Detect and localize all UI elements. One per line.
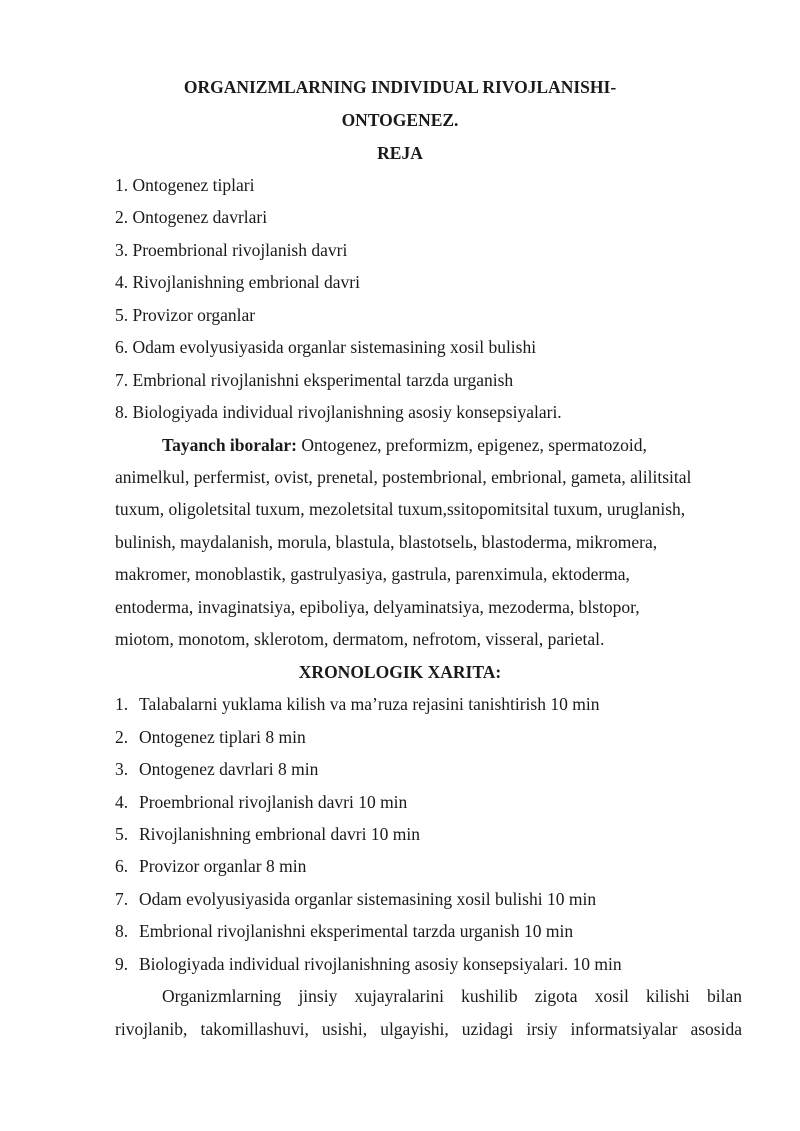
chronology-item-text: Ontogenez davrlari 8 min [139, 759, 319, 779]
plan-item: 8. Biologiyada individual rivojlanishning asosiy konsepsiyalari. [115, 402, 562, 422]
chronology-item-text: Proembrional rivojlanish davri 10 min [139, 792, 408, 812]
chronology-item-number: 3. [115, 759, 129, 779]
plan-heading: REJA [377, 143, 423, 163]
chronology-item-number: 9. [115, 954, 129, 974]
keywords-label: Tayanch iboralar: [162, 435, 297, 455]
keywords-line [162, 435, 647, 455]
document-title-line-2: ONTOGENEZ. [341, 110, 459, 130]
chronology-item-number: 2. [115, 727, 129, 747]
body-line: Organizmlarning jinsiy xujayralarini kushilib zigota xosil kilishi bilan [162, 986, 742, 1006]
chronology-item-number: 5. [115, 824, 129, 844]
keywords-line: bulinish, maydalanish, morula, blastula, blastotselь, blastoderma, mikromera, [115, 532, 658, 552]
keywords-line: miotom, monotom, sklerotom, dermatom, nefrotom, visseral, parietal. [115, 629, 605, 649]
keywords-line: tuxum, oligoletsital tuxum, mezoletsital tuxum,ssitopomitsital tuxum, uruglanish, [115, 499, 686, 519]
chronology-item-number: 4. [115, 792, 129, 812]
keywords-line: makromer, monoblastik, gastrulyasiya, gastrula, parenximula, ektoderma, [115, 564, 630, 584]
keywords-text: Ontogenez, preformizm, epigenez, spermatozoid, [297, 435, 647, 455]
plan-item: 6. Odam evolyusiyasida organlar sistemasining xosil bulishi [115, 337, 537, 357]
chronology-item-text: Ontogenez tiplari 8 min [139, 727, 306, 747]
chronology-item-text: Odam evolyusiyasida organlar sistemasining xosil bulishi 10 min [139, 889, 597, 909]
chronology-item-number: 1. [115, 694, 129, 714]
chronology-item [115, 759, 318, 779]
chronology-item-text: Rivojlanishning embrional davri 10 min [139, 824, 420, 844]
chronology-item [115, 954, 622, 974]
chronology-item [115, 727, 306, 747]
chronology-heading: XRONOLOGIK XARITA: [298, 662, 502, 682]
body-line: rivojlanib, takomillashuvi, usishi, ulgayishi, uzidagi irsiy informatsiyalar asosida [115, 1019, 742, 1039]
plan-item: 2. Ontogenez davrlari [115, 207, 268, 227]
chronology-item-text: Biologiyada individual rivojlanishning asosiy konsepsiyalari. 10 min [139, 954, 622, 974]
plan-item: 4. Rivojlanishning embrional davri [115, 272, 360, 292]
chronology-item [115, 856, 306, 876]
chronology-item-number: 8. [115, 921, 129, 941]
chronology-item-number: 7. [115, 889, 129, 909]
chronology-item [115, 889, 596, 909]
plan-item: 5. Provizor organlar [115, 305, 256, 325]
keywords-line: animelkul, perfermist, ovist, prenetal, postembrional, embrional, gameta, alilitsital [115, 467, 692, 487]
chronology-item-text: Provizor organlar 8 min [139, 856, 307, 876]
keywords-line: entoderma, invaginatsiya, epiboliya, delyaminatsiya, mezoderma, blstopor, [115, 597, 640, 617]
chronology-item [115, 921, 573, 941]
plan-item: 3. Proembrional rivojlanish davri [115, 240, 348, 260]
chronology-item-text: Talabalarni yuklama kilish va ma’ruza rejasini tanishtirish 10 min [139, 694, 600, 714]
chronology-item [115, 694, 599, 714]
chronology-item [115, 824, 420, 844]
plan-item: 7. Embrional rivojlanishni eksperimental tarzda urganish [115, 370, 514, 390]
chronology-item-text: Embrional rivojlanishni eksperimental tarzda urganish 10 min [139, 921, 574, 941]
chronology-item [115, 792, 407, 812]
plan-item: 1. Ontogenez tiplari [115, 175, 255, 195]
document-title-line-1: ORGANIZMLARNING INDIVIDUAL RIVOJLANISHI- [183, 77, 617, 97]
chronology-item-number: 6. [115, 856, 129, 876]
